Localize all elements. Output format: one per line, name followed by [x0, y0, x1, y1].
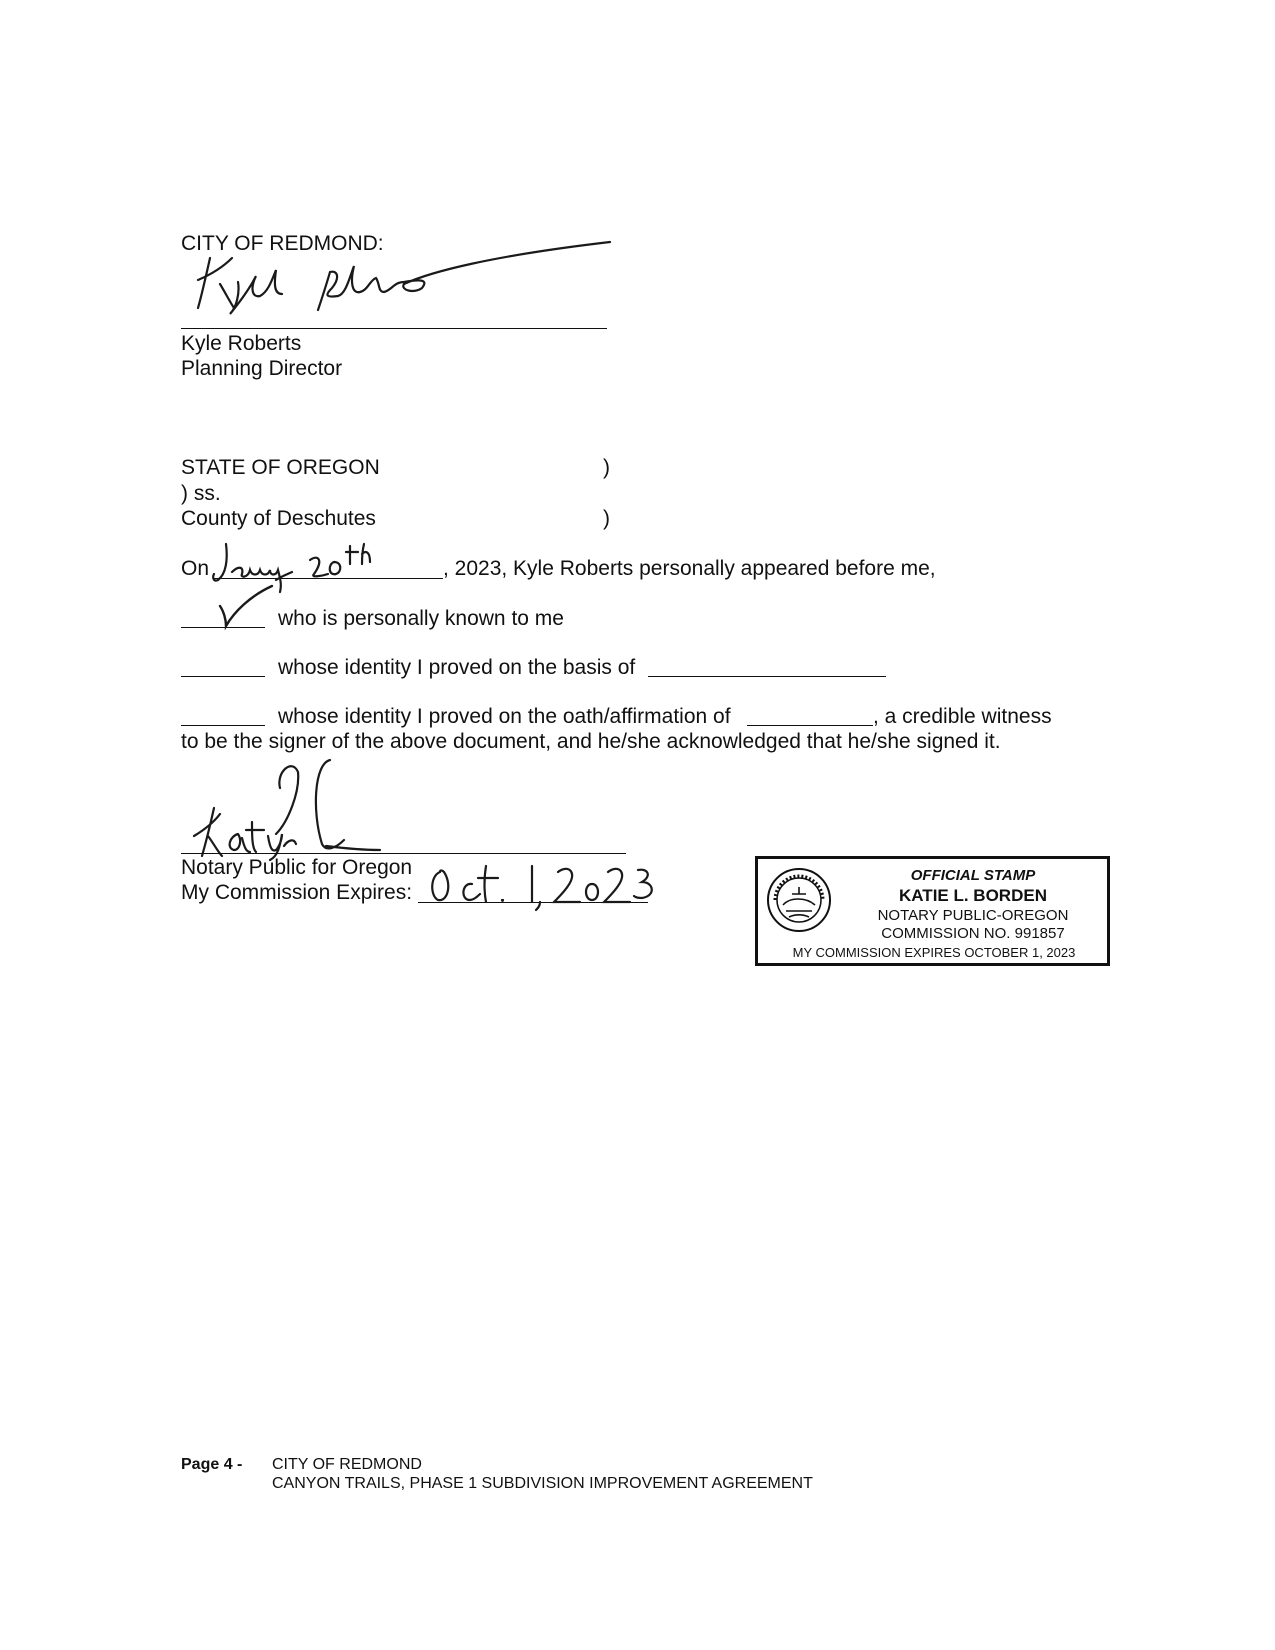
- city-signer-name: Kyle Roberts: [181, 332, 302, 355]
- city-signer-title: Planning Director: [181, 357, 343, 380]
- venue-paren-2: ): [603, 507, 610, 530]
- footer-line-1: CITY OF REDMOND: [272, 1456, 422, 1473]
- footer-page-label: Page 4 -: [181, 1456, 243, 1473]
- stamp-expiration: MY COMMISSION EXPIRES OCTOBER 1, 2023: [792, 945, 1076, 960]
- notary-commission-label: My Commission Expires:: [181, 881, 413, 904]
- ack-option-oath-a: whose identity I proved on the oath/affirmation of: [278, 705, 731, 728]
- ack-date-suffix: , 2023, Kyle Roberts personally appeared before me,: [443, 557, 936, 580]
- notary-title: Notary Public for Oregon: [181, 856, 413, 879]
- notary-commission-date-handwritten: [428, 862, 658, 910]
- state-seal-icon: [766, 867, 832, 933]
- stamp-commission-number: COMMISSION NO. 991857: [881, 925, 1065, 942]
- city-signature: [190, 236, 610, 316]
- city-heading: CITY OF REDMOND:: [181, 232, 384, 255]
- ack-known-check-mark: [206, 582, 276, 632]
- notary-signature-line: [181, 853, 626, 854]
- venue-paren-1: ): [603, 456, 610, 479]
- ack-closing-line: to be the signer of the above document, and he/she acknowledged that he/she signed it.: [181, 730, 1001, 753]
- ack-basis-blank: [181, 676, 265, 677]
- stamp-notary-name: KATIE L. BORDEN: [899, 886, 1047, 905]
- stamp-notary-title: NOTARY PUBLIC-OREGON: [877, 907, 1069, 924]
- ack-option-oath-b: , a credible witness: [873, 705, 1052, 728]
- ack-option-known: who is personally known to me: [278, 607, 564, 630]
- venue-county: County of Deschutes: [181, 507, 376, 530]
- ack-option-basis: whose identity I proved on the basis of: [278, 656, 636, 679]
- stamp-heading: OFFICIAL STAMP: [910, 867, 1036, 884]
- official-stamp: [755, 856, 1110, 966]
- venue-ss: ) ss.: [181, 482, 221, 505]
- ack-on-prefix: On: [181, 557, 210, 580]
- venue-state: STATE OF OREGON: [181, 456, 380, 479]
- ack-oath-field: [747, 725, 873, 726]
- ack-oath-blank: [181, 725, 265, 726]
- ack-basis-field: [648, 676, 886, 677]
- notary-signature: [180, 752, 440, 862]
- city-signature-line: [181, 328, 607, 329]
- footer-line-2: CANYON TRAILS, PHASE 1 SUBDIVISION IMPROVEMENT AGREEMENT: [272, 1475, 813, 1492]
